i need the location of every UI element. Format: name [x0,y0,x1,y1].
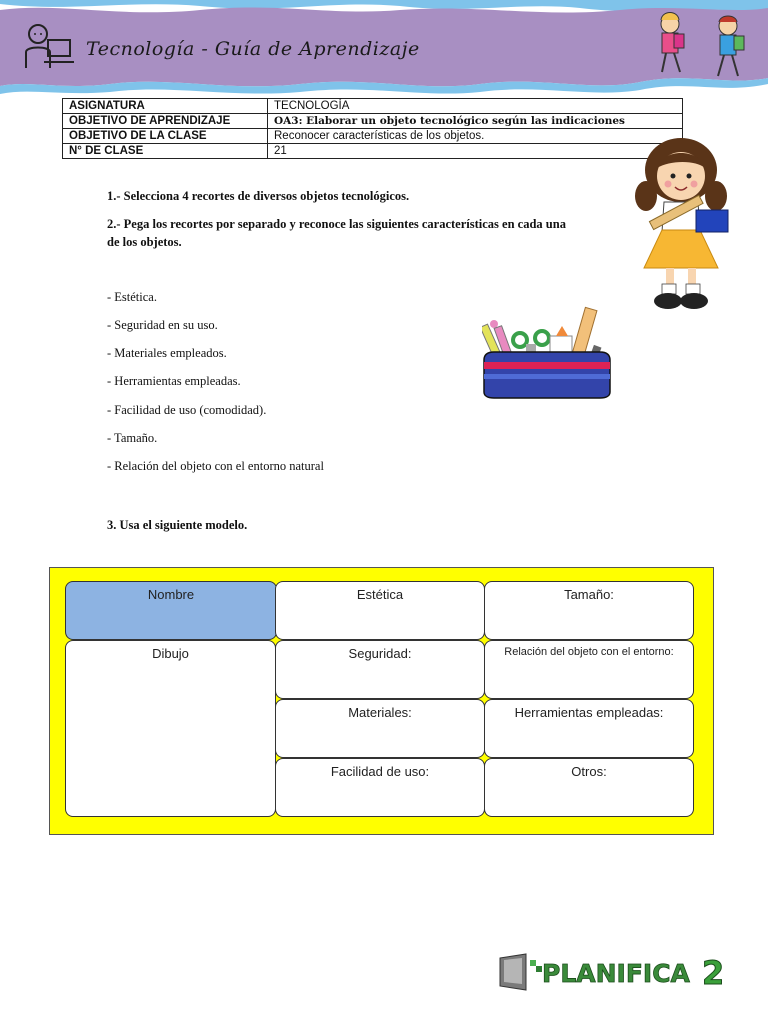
table-key: N° DE CLASE [63,144,268,159]
model-cell-nombre: Nombre [65,581,277,640]
table-row [63,129,683,144]
instruction-step-2-line-1: 2.- Pega los recortes por separado y reconoce las siguientes características en cada una [107,217,566,231]
table-key: OBJETIVO DE LA CLASE [63,129,268,144]
info-table [62,98,683,159]
model-cell-facilidad: Facilidad de uso: [275,758,485,817]
model-cell-herramientas: Herramientas empleadas: [484,699,694,758]
table-value: 21 [268,144,683,159]
table-key: ASIGNATURA [63,99,268,114]
student-computer-icon [20,22,76,72]
planifica-logo [498,950,736,994]
table-key: OBJETIVO DE APRENDIZAJE [63,114,268,129]
model-template [49,567,714,835]
model-cell-estetica: Estética [275,581,485,640]
model-cell-relacion: Relación del objeto con el entorno: [484,640,694,699]
instruction-step-2-line-2: de los objetos. [107,235,182,249]
feature-item: - Facilidad de uso (comodidad). [107,403,267,417]
banner-title: Tecnología - Guía de Aprendizaje [86,38,420,60]
header-banner [0,0,768,96]
instruction-step-3: 3. Usa el siguiente modelo. [107,518,248,532]
table-row [63,99,683,114]
table-value: Reconocer características de los objetos. [268,129,683,144]
feature-item: - Tamaño. [107,431,158,445]
table-value: TECNOLOGÍA [268,99,683,114]
instruction-step-1: 1.- Selecciona 4 recortes de diversos objetos tecnológicos. [107,189,410,203]
feature-item: - Herramientas empleadas. [107,374,241,388]
model-cell-tamano: Tamaño: [484,581,694,640]
pencil-case-illustration [482,304,612,400]
logo-text: PLANIFICA [542,959,690,988]
model-cell-otros: Otros: [484,758,694,817]
feature-item: - Estética. [107,290,157,304]
kids-running-illustration [640,6,760,86]
table-row [63,144,683,159]
feature-item: - Relación del objeto con el entorno natural [107,459,324,473]
logo-number: 2 [702,954,725,992]
table-value: OA3: Elaborar un objeto tecnológico según las indicaciones [268,114,683,129]
model-cell-materiales: Materiales: [275,699,485,758]
feature-item: - Seguridad en su uso. [107,318,218,332]
girl-illustration [626,134,736,314]
feature-item: - Materiales empleados. [107,346,227,360]
table-row [63,114,683,129]
model-cell-seguridad: Seguridad: [275,640,485,699]
model-cell-dibujo: Dibujo [65,640,276,817]
